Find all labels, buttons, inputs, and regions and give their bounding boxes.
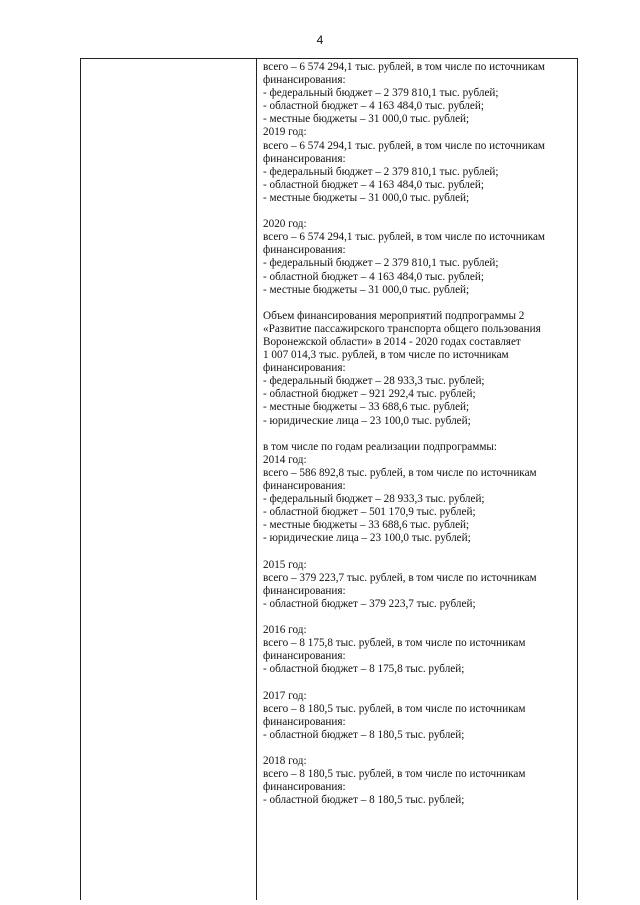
blank-line [263,545,575,558]
text-line: финансирования: [263,244,346,257]
text-line: в том числе по годам реализации подпрограммы: [263,440,498,453]
text-line: финансирования: [263,362,346,375]
text-line: всего – 379 223,7 тыс. рублей, в том числе по источникам [263,571,537,584]
text-line: - областной бюджет – 8 180,5 тыс. рублей; [263,728,465,741]
text-line: 2020 год: [263,218,307,231]
text-line: всего – 6 574 294,1 тыс. рублей, в том числе по источникам [263,231,546,244]
text-line: - областной бюджет – 8 175,8 тыс. рублей; [263,663,465,676]
text-line: финансирования: [263,152,346,165]
text-line: всего – 6 574 294,1 тыс. рублей, в том числе по источникам [263,139,546,152]
text-line: - областной бюджет – 8 180,5 тыс. рублей; [263,794,465,807]
text-line: - федеральный бюджет – 2 379 810,1 тыс. рублей; [263,257,499,270]
blank-line [263,676,575,689]
text-line: - областной бюджет – 4 163 484,0 тыс. рублей; [263,178,484,191]
text-line: - областной бюджет – 921 292,4 тыс. рублей; [263,388,476,401]
text-line: финансирования: [263,584,346,597]
page-number: 4 [316,33,324,47]
text-line: 2015 год: [263,558,307,571]
text-line: финансирования: [263,650,346,663]
text-line: 2019 год: [263,126,307,139]
text-line: «Развитие пассажирского транспорта общего пользования [263,322,541,335]
text-line: - областной бюджет – 501 170,9 тыс. рублей; [263,506,476,519]
text-line: - федеральный бюджет – 2 379 810,1 тыс. рублей; [263,165,499,178]
text-line: - местные бюджеты – 31 000,0 тыс. рублей; [263,283,470,296]
text-line: - местные бюджеты – 33 688,6 тыс. рублей; [263,401,470,414]
text-line: всего – 586 892,8 тыс. рублей, в том числе по источникам [263,466,537,479]
text-line: всего – 6 574 294,1 тыс. рублей, в том числе по источникам [263,61,546,73]
table-right-column [263,61,575,807]
text-line: - местные бюджеты – 31 000,0 тыс. рублей; [263,191,470,204]
text-line: 2017 год: [263,689,307,702]
table-left-column [81,59,257,900]
text-line: - федеральный бюджет – 28 933,3 тыс. рублей; [263,493,485,506]
text-line: - областной бюджет – 4 163 484,0 тыс. рублей; [263,100,484,113]
text-line: 2018 год: [263,754,307,767]
blank-line [263,428,575,441]
text-line: Объем финансирования мероприятий подпрограммы 2 [263,309,525,322]
text-line: - местные бюджеты – 33 688,6 тыс. рублей; [263,519,470,532]
text-line: всего – 8 180,5 тыс. рублей, в том числе по источникам [263,702,526,715]
text-line: 2014 год: [263,453,307,466]
text-line: - областной бюджет – 4 163 484,0 тыс. рублей; [263,270,484,283]
text-line: всего – 8 180,5 тыс. рублей, в том числе по источникам [263,768,526,781]
text-line: Воронежской области» в 2014 - 2020 годах составляет [263,335,521,348]
text-line: - федеральный бюджет – 28 933,3 тыс. рублей; [263,375,485,388]
blank-line [263,205,575,218]
financing-table [80,58,578,900]
text-line: - местные бюджеты – 31 000,0 тыс. рублей; [263,113,470,126]
text-line: финансирования: [263,781,346,794]
text-line: финансирования: [263,74,346,87]
text-line: финансирования: [263,480,346,492]
blank-line [263,297,575,310]
text-line: 2016 год: [263,624,307,637]
text-line: 1 007 014,3 тыс. рублей, в том числе по источникам [263,349,509,362]
text-line: - федеральный бюджет – 2 379 810,1 тыс. рублей; [263,87,499,100]
text-line: - юридические лица – 23 100,0 тыс. рублей; [263,532,471,545]
text-line: - юридические лица – 23 100,0 тыс. рублей; [263,414,471,427]
blank-line [263,742,575,755]
text-line: финансирования: [263,715,346,728]
blank-line [263,611,575,624]
text-line: - областной бюджет – 379 223,7 тыс. рублей; [263,597,476,610]
text-line: всего – 8 175,8 тыс. рублей, в том числе по источникам [263,637,526,650]
